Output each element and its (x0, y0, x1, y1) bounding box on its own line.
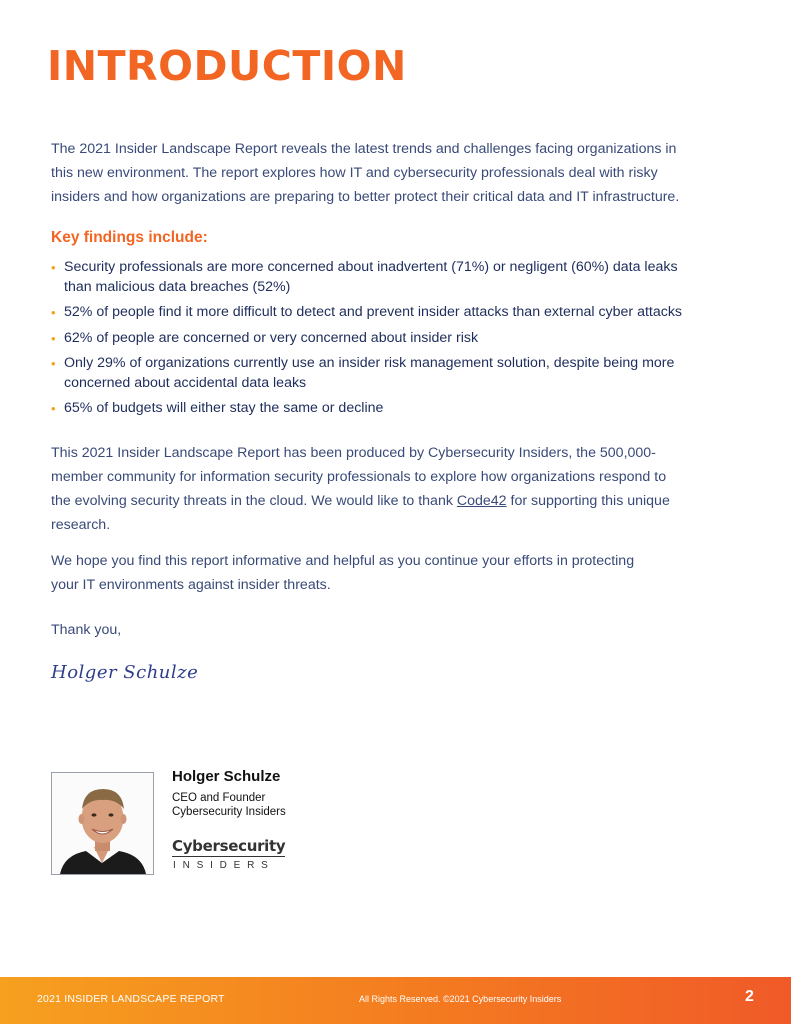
finding-text: 62% of people are concerned or very concerned about insider risk (64, 329, 479, 346)
paragraph-line: research. (51, 517, 111, 533)
intro-line: insiders and how organizations are preparing to better protect their critical data and IT infrastructure. (51, 189, 680, 205)
footer-copyright: All Rights Reserved. ©2021 Cybersecurity Insiders (359, 994, 562, 1004)
finding-text: 52% of people find it more difficult to detect and prevent insider attacks than external cyber attacks (64, 304, 683, 320)
intro-paragraph (51, 137, 741, 209)
list-item (51, 329, 751, 349)
closing-salutation: Thank you, (51, 622, 122, 638)
paragraph-line: the evolving security threats in the cloud. We would like to thank (51, 493, 457, 509)
handwritten-signature: Holger Schulze (51, 662, 199, 683)
paragraph-line: your IT environments against insider threats. (51, 577, 331, 593)
key-findings-list (51, 258, 751, 425)
closing-paragraph (51, 549, 741, 597)
report-description-paragraph (51, 441, 741, 537)
page-number: 2 (745, 988, 754, 1005)
paragraph-line: This 2021 Insider Landscape Report has been produced by Cybersecurity Insiders, the 500,000- (51, 445, 656, 461)
intro-line: The 2021 Insider Landscape Report reveals the latest trends and challenges facing organizations in (51, 141, 677, 157)
cybersecurity-insiders-logo: Cybersecurity (172, 837, 286, 855)
paragraph-line: for supporting this unique (506, 493, 670, 509)
bullet-icon: • (51, 260, 56, 275)
list-item (51, 303, 751, 323)
bullet-icon: • (51, 401, 56, 416)
code42-link[interactable]: Code42 (456, 493, 507, 509)
list-item (51, 258, 751, 297)
bullet-icon: • (51, 330, 56, 346)
author-photo (51, 772, 154, 875)
footer-report-title: 2021 INSIDER LANDSCAPE REPORT (37, 993, 225, 1005)
page-footer (0, 977, 791, 1024)
intro-line: this new environment. The report explores how IT and cybersecurity professionals deal with risky (51, 165, 658, 181)
logo-subtitle: INSIDERS (173, 860, 275, 871)
author-name: Holger Schulze (172, 768, 281, 785)
author-organization: Cybersecurity Insiders (172, 806, 286, 818)
author-title: CEO and Founder (172, 792, 266, 804)
page-title: INTRODUCTION (47, 42, 407, 90)
finding-text-cont: concerned about accidental data leaks (64, 374, 307, 391)
finding-text: 65% of budgets will either stay the same or decline (64, 400, 384, 416)
author-role (172, 791, 286, 819)
list-item (51, 354, 751, 393)
key-findings-heading: Key findings include: (51, 229, 208, 246)
paragraph-line: member community for information security professionals to explore how organizations respond to (51, 469, 667, 485)
bullet-icon: • (51, 356, 56, 371)
finding-text: Only 29% of organizations currently use an insider risk management solution, despite being more (64, 355, 675, 371)
finding-text: Security professionals are more concerned about inadvertent (71%) or negligent (60%) data leaks (64, 259, 678, 275)
paragraph-line: We hope you find this report informative and helpful as you continue your efforts in protecting (51, 553, 635, 569)
bullet-icon: • (51, 305, 56, 320)
author-portrait-icon (52, 773, 153, 874)
finding-text-cont: than malicious data breaches (52%) (64, 278, 291, 295)
list-item (51, 399, 751, 419)
